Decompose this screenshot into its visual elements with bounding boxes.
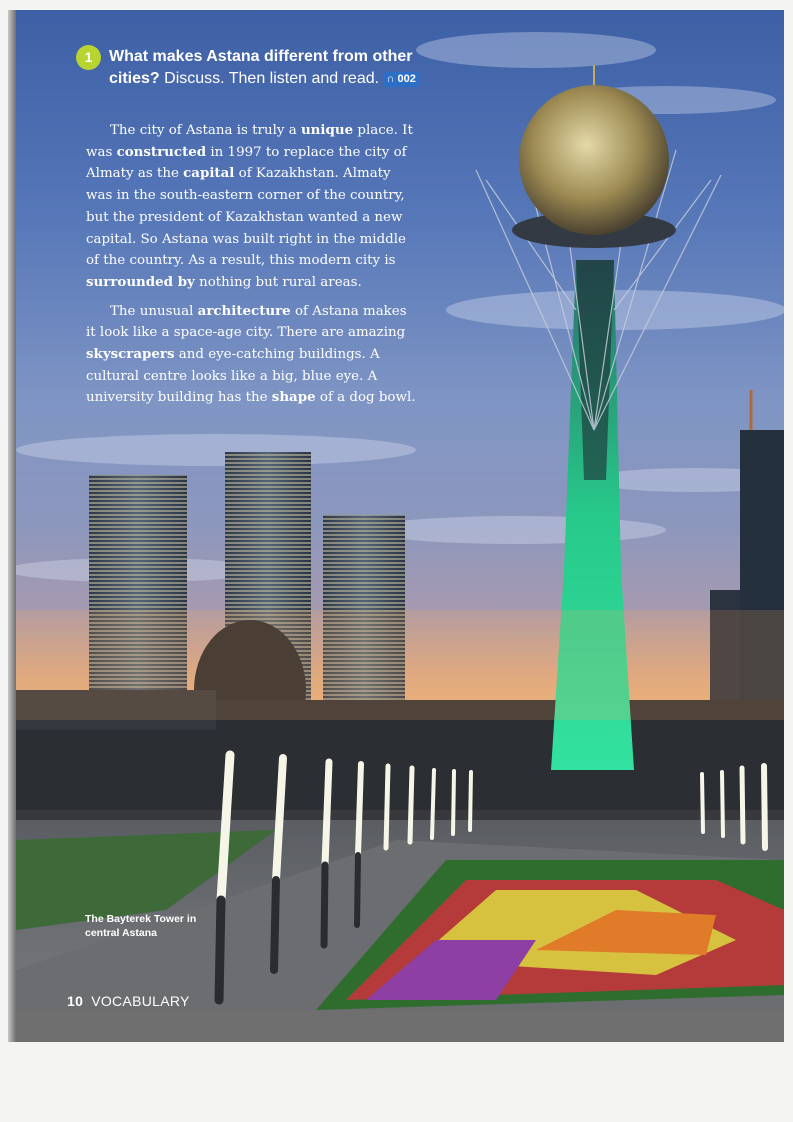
page-number: 10 <box>67 993 84 1009</box>
section-title: VOCABULARY <box>91 993 190 1009</box>
page-binding-edge <box>8 10 16 1042</box>
audio-track-badge[interactable] <box>384 72 419 87</box>
audio-track-number: 002 <box>397 73 416 85</box>
passage-text: of Kazakhstan. Almaty was in the south-eastern corner of the country, but the president of Kazakhstan wanted a new capital. So Astana was built right in the middle of the country. As a result, this modern city is <box>86 166 406 269</box>
reading-paragraph-1 <box>86 120 416 294</box>
vocabulary-word: unique <box>300 122 354 138</box>
vocabulary-word: constructed <box>116 143 207 160</box>
passage-text: of a dog bowl. <box>315 390 416 406</box>
headphones-icon: ∩ <box>386 73 395 85</box>
question-instruction: Discuss. Then listen and read. <box>164 70 380 87</box>
question-number-badge: 1 <box>76 45 101 70</box>
vocabulary-word: shape <box>271 389 316 406</box>
passage-text: place. It was <box>86 123 413 160</box>
vocabulary-word: surrounded by <box>86 273 195 290</box>
vocabulary-word: capital <box>183 165 235 182</box>
astana-cityscape-photo <box>16 10 784 1042</box>
passage-text: The city of Astana is truly a <box>110 123 301 138</box>
page-footer <box>67 993 190 1009</box>
passage-text: in 1997 to replace the city of Almaty as the <box>86 144 407 182</box>
passage-text: nothing but rural areas. <box>194 274 362 290</box>
vocabulary-word: skyscrapers <box>86 346 175 363</box>
question-prompt <box>109 46 449 90</box>
question-bold-text: What makes Astana different from other cities? <box>109 48 413 87</box>
passage-text: of Astana makes it look like a space-age city. There are amazing <box>86 303 407 341</box>
vocabulary-word: architecture <box>197 302 291 319</box>
reading-paragraph-2 <box>86 301 416 410</box>
golden-sphere <box>519 85 669 235</box>
photo-caption: The Bayterek Tower in central Astana <box>85 913 197 939</box>
passage-text: The unusual <box>110 303 198 319</box>
reading-passage <box>86 120 416 416</box>
passage-text: and eye-catching buildings. A cultural centre looks like a big, blue eye. A university building has the <box>86 347 380 406</box>
